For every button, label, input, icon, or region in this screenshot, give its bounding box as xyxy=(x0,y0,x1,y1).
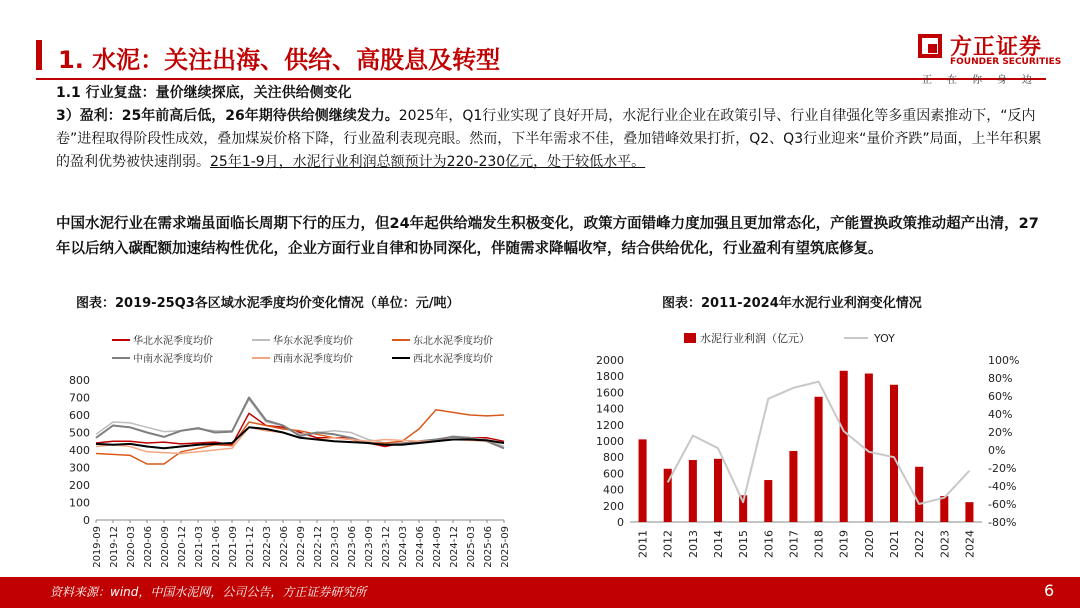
y-tick-label: 400 xyxy=(603,483,624,497)
x-tick-label: 2023-03 xyxy=(330,526,341,568)
x-tick-label: 2023 xyxy=(938,530,952,558)
x-tick-label: 2023-12 xyxy=(381,526,392,568)
x-tick-label: 2022 xyxy=(913,530,927,558)
logo-chinese-name: 方正证券 xyxy=(950,35,1043,60)
x-tick-label: 2018 xyxy=(812,530,826,558)
legend-swatch xyxy=(684,333,696,343)
x-tick-label: 2024-09 xyxy=(432,526,443,568)
y-tick-label: 600 xyxy=(603,467,624,481)
y-tick-label: 500 xyxy=(69,426,90,440)
logo-english-name: FOUNDER SECURITIES xyxy=(950,57,1062,67)
legend-label: 西北水泥季度均价 xyxy=(413,354,493,365)
x-tick-label: 2020-12 xyxy=(177,526,188,568)
profit-bar xyxy=(689,460,697,522)
profit-bar xyxy=(965,502,973,522)
x-tick-label: 2025-03 xyxy=(466,526,477,568)
y-tick-label: 0 xyxy=(83,514,90,527)
title-accent-bar xyxy=(36,40,42,70)
y2-tick-label: -40% xyxy=(988,480,1017,493)
x-tick-label: 2016 xyxy=(762,530,776,558)
x-tick-label: 2013 xyxy=(686,530,700,558)
profit-bar xyxy=(865,374,873,522)
x-tick-label: 2024-06 xyxy=(415,526,426,568)
y-tick-label: 2000 xyxy=(596,354,624,367)
logo-mark-icon xyxy=(918,34,942,58)
profit-bar xyxy=(940,496,948,522)
logo-slogan: 正在你身边 xyxy=(922,75,1047,86)
profit-bar xyxy=(714,459,722,522)
legend-label: 水泥行业利润（亿元） xyxy=(700,332,810,345)
page-number: 6 xyxy=(1044,581,1055,600)
x-tick-label: 2025-06 xyxy=(483,526,494,568)
x-tick-label: 2017 xyxy=(787,530,801,558)
y2-tick-label: 40% xyxy=(988,408,1013,421)
x-tick-label: 2022-03 xyxy=(262,526,273,568)
y2-tick-label: 80% xyxy=(988,372,1013,385)
y-tick-label: 600 xyxy=(69,409,90,422)
y-tick-label: 1000 xyxy=(596,435,624,448)
x-tick-label: 2015 xyxy=(737,530,751,558)
x-tick-label: 2021-12 xyxy=(245,526,256,568)
y2-tick-label: 20% xyxy=(988,426,1013,439)
legend-label: 华东水泥季度均价 xyxy=(273,336,353,347)
y-tick-label: 1800 xyxy=(596,370,624,384)
y-tick-label: 100 xyxy=(69,496,90,510)
y-tick-label: 800 xyxy=(603,451,624,465)
y2-tick-label: 60% xyxy=(988,390,1013,403)
x-tick-label: 2024 xyxy=(963,530,977,558)
x-tick-label: 2020-03 xyxy=(126,526,137,568)
profit-bar xyxy=(764,480,772,522)
y-tick-label: 300 xyxy=(69,461,90,475)
y2-tick-label: 100% xyxy=(988,354,1020,367)
x-tick-label: 2023-06 xyxy=(347,526,358,568)
y-tick-label: 700 xyxy=(69,391,90,405)
body-text-block xyxy=(56,82,1051,174)
profit-bar xyxy=(815,397,823,522)
y2-tick-label: -80% xyxy=(988,516,1017,529)
price-chart-title: 图表：2019-25Q3各区域水泥季度均价变化情况（单位：元/吨） xyxy=(76,296,460,311)
x-tick-label: 2019-09 xyxy=(92,526,103,568)
title-divider xyxy=(36,78,1046,80)
legend-label: 东北水泥季度均价 xyxy=(413,336,493,347)
y2-tick-label: -60% xyxy=(988,498,1017,511)
y-tick-label: 800 xyxy=(69,374,90,387)
x-tick-label: 2021-06 xyxy=(211,526,222,568)
x-tick-label: 2019 xyxy=(837,530,851,558)
y-tick-label: 0 xyxy=(617,516,624,529)
y2-tick-label: 0% xyxy=(988,444,1006,457)
paragraph-underlined-text: 25年1-9月，水泥行业利润总额预计为220-230亿元，处于较低水平。 xyxy=(210,154,646,170)
legend-label: 中南水泥季度均价 xyxy=(133,354,213,365)
company-logo xyxy=(914,30,1062,86)
profit-bar xyxy=(840,371,848,522)
paragraph-label: 3）盈利：25年前高后低，26年期待供给侧继续发力。 xyxy=(56,108,399,124)
x-tick-label: 2024-03 xyxy=(398,526,409,568)
paragraph-text: 2025年，Q1行业实现了良好开局，水泥行业企业在政策引导、行业自律强化等多重因素推动下，“反内卷”进程取得阶段性成效，叠加煤炭价格下降，行业盈利表现亮眼。然而，下半年需求不佳，叠加错峰效果打折，Q2、Q3行业迎来“量价齐跌”局面，上半年积累的盈利优势被快速削弱。 xyxy=(56,108,1042,170)
legend-label: 西南水泥季度均价 xyxy=(273,354,353,365)
x-tick-label: 2025-09 xyxy=(500,526,511,568)
industry-profit-bar-chart xyxy=(586,318,1046,576)
y2-tick-label: -20% xyxy=(988,462,1017,475)
y-tick-label: 200 xyxy=(603,499,624,513)
x-tick-label: 2012 xyxy=(661,530,675,558)
profit-paragraph xyxy=(56,105,1051,174)
x-tick-label: 2020-06 xyxy=(143,526,154,568)
x-tick-label: 2011 xyxy=(636,530,650,558)
x-tick-label: 2022-09 xyxy=(296,526,307,568)
x-tick-label: 2021 xyxy=(888,530,901,558)
y-tick-label: 400 xyxy=(69,444,90,457)
y-tick-label: 200 xyxy=(69,479,90,492)
slide-title: 1. 水泥：关注出海、供给、高股息及转型 xyxy=(58,46,501,74)
profit-bar xyxy=(915,467,923,522)
x-tick-label: 2023-09 xyxy=(364,526,375,568)
legend-label: 华北水泥季度均价 xyxy=(133,336,213,347)
x-tick-label: 2019-12 xyxy=(109,526,120,568)
x-tick-label: 2020-09 xyxy=(160,526,171,568)
x-tick-label: 2022-12 xyxy=(313,526,324,568)
profit-bar xyxy=(890,385,898,522)
y-tick-label: 1600 xyxy=(596,386,624,400)
regional-price-line-chart xyxy=(50,318,530,576)
legend-label: YOY xyxy=(874,332,895,345)
x-tick-label: 2014 xyxy=(712,530,725,558)
x-tick-label: 2022-06 xyxy=(279,526,290,568)
x-tick-label: 2024-12 xyxy=(449,526,460,568)
profit-chart-title: 图表：2011-2024年水泥行业利润变化情况 xyxy=(662,296,922,311)
profit-bar xyxy=(789,451,797,522)
source-note: 资料来源：wind，中国水泥网，公司公告，方正证券研究所 xyxy=(50,585,367,599)
section-subheading: 1.1 行业复盘：量价继续探底，关注供给侧变化 xyxy=(56,85,352,101)
y-tick-label: 1400 xyxy=(596,402,624,416)
x-tick-label: 2020 xyxy=(862,530,876,558)
profit-bar xyxy=(639,439,647,522)
summary-paragraph: 中国水泥行业在需求端虽面临长周期下行的压力，但24年起供给端发生积极变化，政策方面错峰力度加强且更加常态化，产能置换政策推动超产出清，27年以后纳入碳配额加速结构性优化，企业方面行业自律和协同深化，伴随需求降幅收窄，结合供给优化，行业盈利有望筑底修复。 xyxy=(56,216,1039,257)
x-tick-label: 2021-09 xyxy=(228,526,239,568)
x-tick-label: 2021-03 xyxy=(194,526,205,568)
y-tick-label: 1200 xyxy=(596,418,624,432)
title-bar xyxy=(36,36,896,80)
